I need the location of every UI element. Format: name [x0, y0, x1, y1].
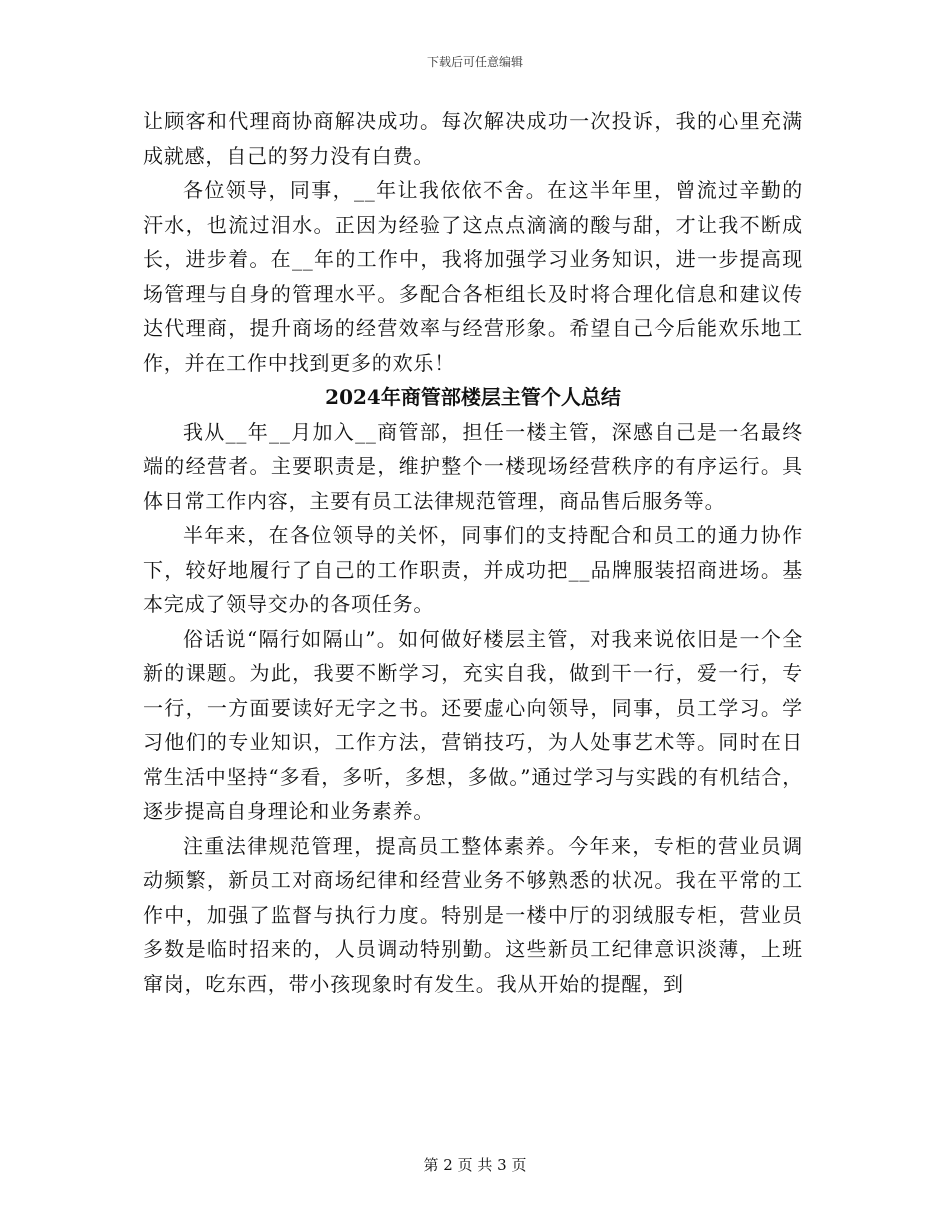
paragraph-management: 注重法律规范管理，提高员工整体素养。今年来，专柜的营业员调动频繁，新员工对商场纪律和经营业务不够熟悉的状况。我在平常的工作中，加强了监督与执行力度。特别是一楼中厅的羽绒服专柜，营业员多数是临时招来的，人员调动特别勤。这些新员工纪律意识淡薄，上班窜岗，吃东西，带小孩现象时有发生。我从开始的提醒，到	[143, 833, 803, 996]
paragraph-learning: 俗话说“隔行如隔山”。如何做好楼层主管，对我来说依旧是一个全新的课题。为此，我要不断学习，充实自我，做到干一行，爱一行，专一行，一方面要读好无字之书。还要虚心向领导，同事，员工学习。学习他们的专业知识，工作方法，营销技巧，为人处事艺术等。同时在日常生活中坚持“多看，多听，多想，多做。”通过学习与实践的有机结合，逐步提高自身理论和业务素养。	[143, 626, 803, 823]
paragraph-closing: 各位领导，同事，__年让我依依不舍。在这半年里，曾流过辛勤的汗水，也流过泪水。正因为经验了这点点滴滴的酸与甜，才让我不断成长，进步着。在__年的工作中，我将加强学习业务知识，进一步提高现场管理与自身的管理水平。多配合各柜组长及时将合理化信息和建议传达代理商，提升商场的经营效率与经营形象。希望自己今后能欢乐地工作，并在工作中找到更多的欢乐！	[143, 178, 803, 375]
paragraph-achievements: 半年来，在各位领导的关怀，同事们的支持配合和员工的通力协作下，较好地履行了自己的工作职责，并成功把__品牌服装招商进场。基本完成了领导交办的各项任务。	[143, 523, 803, 616]
page-header: 下载后可任意编辑	[426, 55, 523, 69]
page-number: 第 2 页 共 3 页	[423, 1156, 527, 1174]
section-title: 2024年商管部楼层主管个人总结	[325, 385, 621, 409]
document-body	[143, 104, 803, 1001]
paragraph-intro: 我从__年__月加入__商管部，担任一楼主管，深感自己是一名最终端的经营者。主要职责是，维护整个一楼现场经营秩序的有序运行。具体日常工作内容，主要有员工法律规范管理，商品售后服务等。	[143, 419, 803, 513]
paragraph-continuation: 让顾客和代理商协商解决成功。每次解决成功一次投诉，我的心里充满成就感，自己的努力没有白费。	[143, 109, 803, 168]
